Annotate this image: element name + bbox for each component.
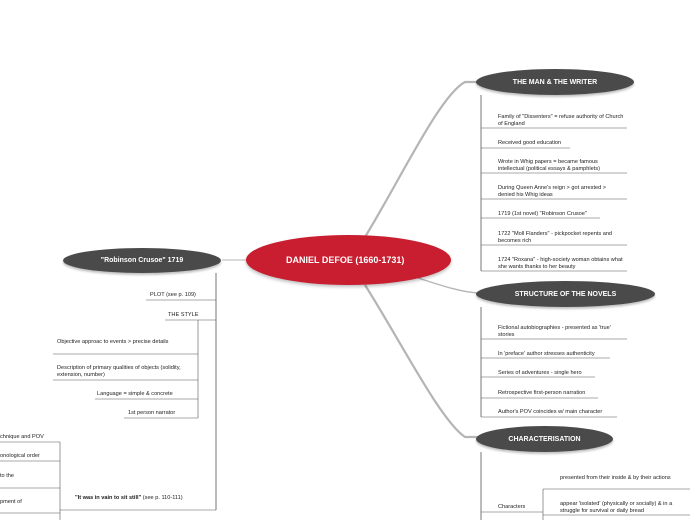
man-writer-item[interactable]: Family of "Dissenters" = refuse authority of Church of England: [498, 114, 624, 127]
crusoe-style-item[interactable]: THE STYLE: [168, 312, 199, 318]
topic-characterisation-label: CHARACTERISATION: [508, 435, 581, 443]
man-writer-item[interactable]: 1724 "Roxana" - high-society woman obtains what she wants thanks to her beauty: [498, 257, 623, 270]
topic-man-and-writer-label: THE MAN & THE WRITER: [512, 78, 598, 86]
left-cut-item[interactable]: chnique and POV: [0, 434, 44, 440]
crusoe-quote-item[interactable]: [75, 495, 200, 502]
quote-bold-text: "It was in vain to sit still": [75, 495, 142, 501]
topic-characterisation[interactable]: [476, 426, 613, 452]
style-item[interactable]: Objective approac to events > precise details: [57, 339, 169, 345]
structure-item[interactable]: Retrospective first-person narration: [498, 390, 586, 396]
style-item[interactable]: 1st person narrator: [128, 410, 176, 416]
central-topic-node[interactable]: [246, 235, 451, 285]
topic-robinson-crusoe-label: "Robinson Crusoe" 1719: [100, 257, 184, 264]
characters-label[interactable]: Characters: [498, 504, 526, 510]
man-writer-item[interactable]: During Queen Anne's reign > got arrested > denied his Whig ideas: [498, 185, 607, 198]
structure-item[interactable]: In 'preface' author stresses authenticity: [498, 351, 595, 357]
man-writer-item[interactable]: Received good education: [498, 140, 562, 146]
man-writer-item[interactable]: 1719 (1st novel) "Robinson Crusoe": [498, 211, 587, 217]
structure-item[interactable]: Author's POV coincides w/ main character: [498, 409, 603, 415]
quote-page-ref: (see p. 110-111): [141, 495, 183, 501]
left-cut-item[interactable]: to the: [0, 473, 14, 479]
left-cut-item[interactable]: pment of: [0, 499, 22, 505]
characterisation-item[interactable]: appear 'isolated' (physically or socially) & in a struggle for survival or daily bread: [560, 501, 673, 514]
characterisation-item[interactable]: presented from their inside & by their actions: [560, 475, 671, 481]
structure-item[interactable]: Series of adventures - single hero: [498, 370, 582, 376]
topic-robinson-crusoe[interactable]: [63, 248, 221, 273]
structure-item[interactable]: Fictional autobiographies - presented as 'true' stories: [498, 325, 611, 338]
man-writer-item[interactable]: 1722 "Moll Flanders" - pickpocket repents and becomes rich: [498, 231, 613, 244]
central-topic-label: DANIEL DEFOE (1660-1731): [286, 254, 405, 265]
topic-structure-of-novels[interactable]: [476, 281, 655, 307]
style-item[interactable]: Description of primary qualities of objects (solidity, extension, number): [57, 365, 181, 378]
style-item[interactable]: Language = simple & concrete: [97, 391, 173, 397]
man-writer-item[interactable]: Wrote in Whig papers = became famous intellectual (political essays & pamphlets): [498, 159, 600, 172]
left-cut-item[interactable]: onological order: [0, 453, 40, 459]
crusoe-plot-item[interactable]: PLOT (see p. 109): [150, 292, 196, 298]
topic-structure-label: STRUCTURE OF THE NOVELS: [514, 290, 617, 298]
topic-man-and-writer[interactable]: [476, 69, 634, 95]
